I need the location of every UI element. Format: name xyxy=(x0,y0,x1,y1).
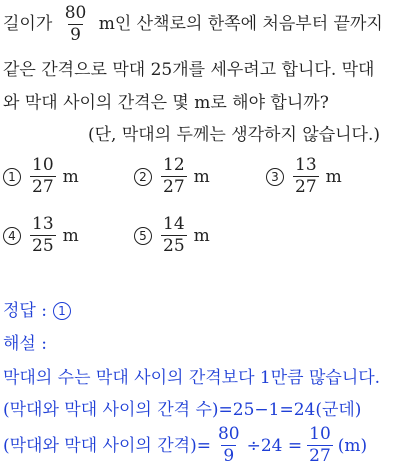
option-fraction-4 xyxy=(30,215,56,256)
fraction-denominator: 25 xyxy=(163,236,185,256)
option-1[interactable] xyxy=(3,156,79,197)
fraction-denominator: 27 xyxy=(309,446,331,466)
question-line-2: 같은 간격으로 막대 25개를 세우려고 합니다. 막대 xyxy=(3,60,375,80)
explanation-line-3 xyxy=(3,425,367,466)
fraction-numerator: 10 xyxy=(309,424,331,444)
fraction-numerator: 13 xyxy=(295,155,317,175)
question-prefix: 길이가 xyxy=(3,14,53,34)
explanation-line-3-mid: ÷24 = xyxy=(246,435,303,456)
option-fraction-5 xyxy=(161,215,187,256)
option-marker-2: 2 xyxy=(134,168,152,186)
explanation-label: 해설 : xyxy=(3,334,47,354)
fraction-numerator: 13 xyxy=(32,214,54,234)
answer-label: 정답 : xyxy=(3,301,47,321)
option-3[interactable] xyxy=(266,156,342,197)
question-suffix: m인 산책로의 한쪽에 처음부터 끝까지 xyxy=(98,14,383,34)
question-line-4: (단, 막대의 두께는 생각하지 않습니다.) xyxy=(88,125,381,145)
fraction-denominator: 27 xyxy=(32,177,54,197)
option-marker-3: 3 xyxy=(266,168,284,186)
fraction-denominator: 27 xyxy=(295,177,317,197)
fraction-denominator: 25 xyxy=(32,236,54,256)
fraction-numerator: 10 xyxy=(32,155,54,175)
fraction-numerator: 14 xyxy=(163,214,185,234)
option-fraction-3 xyxy=(293,156,319,197)
question-line-1 xyxy=(3,4,383,45)
explanation-fraction-1 xyxy=(216,425,242,466)
option-unit-1: m xyxy=(62,166,79,187)
option-fraction-1 xyxy=(30,156,56,197)
answer-marker: 1 xyxy=(53,302,71,320)
fraction-numerator: 80 xyxy=(217,424,240,444)
explanation-line-3-suffix: (m) xyxy=(337,435,368,456)
option-marker-5: 5 xyxy=(134,227,152,245)
fraction-denominator: 9 xyxy=(70,25,81,45)
option-4[interactable] xyxy=(3,215,79,256)
explanation-line-2: (막대와 막대 사이의 간격 수)=25−1=24(군데) xyxy=(3,400,362,420)
option-unit-2: m xyxy=(193,166,210,187)
option-5[interactable] xyxy=(134,215,210,256)
explanation-fraction-2 xyxy=(307,425,333,466)
option-marker-1: 1 xyxy=(3,168,21,186)
answer-line xyxy=(3,301,75,321)
fraction-numerator: 12 xyxy=(163,155,185,175)
explanation-line-3-prefix: (막대와 막대 사이의 간격)= xyxy=(3,435,211,456)
question-line-3: 와 막대 사이의 간격은 몇 m로 해야 합니까? xyxy=(3,93,329,113)
fraction-denominator: 9 xyxy=(223,446,235,466)
fraction-denominator: 27 xyxy=(163,177,185,197)
fraction-numerator: 80 xyxy=(64,3,87,23)
option-unit-5: m xyxy=(193,225,210,246)
explanation-line-1: 막대의 수는 막대 사이의 간격보다 1만큼 많습니다. xyxy=(3,368,381,388)
option-marker-4: 4 xyxy=(3,227,21,245)
option-fraction-2 xyxy=(161,156,187,197)
option-unit-3: m xyxy=(325,166,342,187)
option-2[interactable] xyxy=(134,156,210,197)
option-unit-4: m xyxy=(62,225,79,246)
length-fraction xyxy=(63,4,89,45)
